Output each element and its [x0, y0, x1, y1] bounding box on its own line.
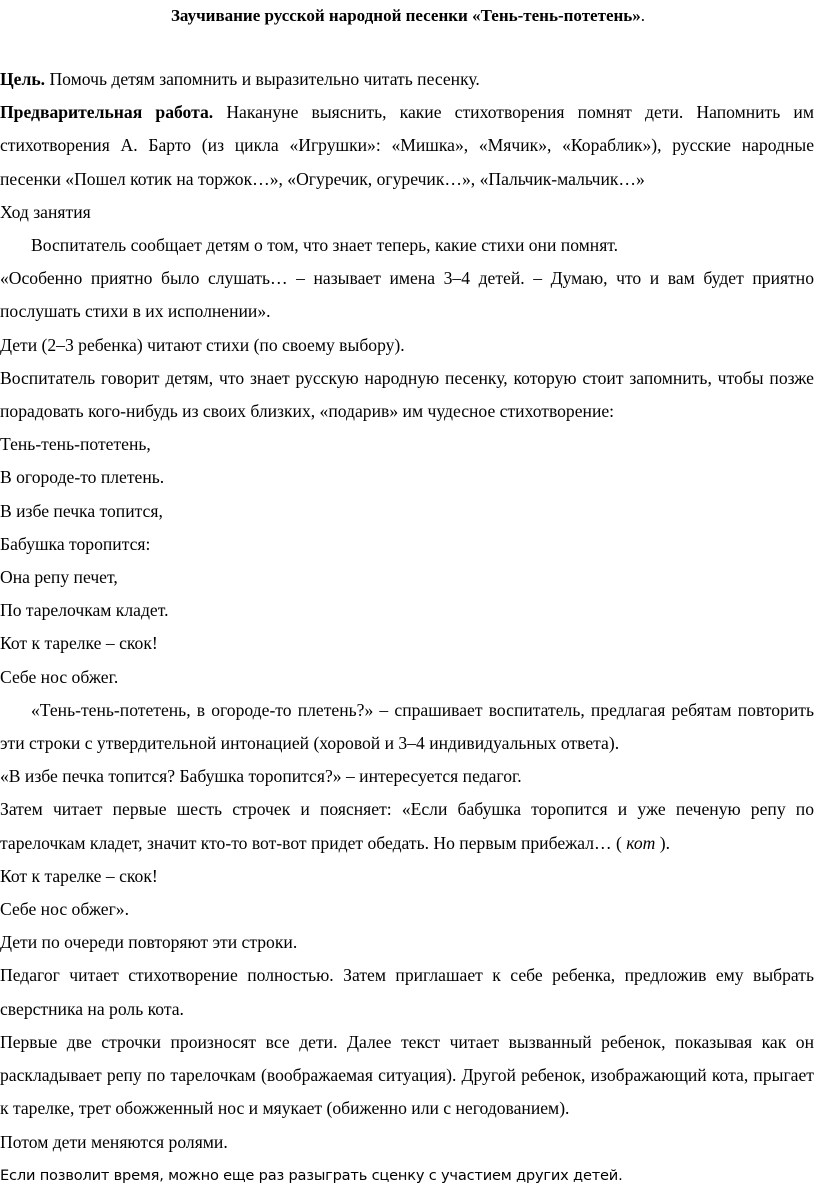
reads-six-text: Затем читает первые шесть строчек и поясняет: «Если бабушка торопится и уже печеную репу по тарелочкам кладет, значит кто-то вот-вот придет обедать. Но первым прибежал… (	[0, 799, 814, 853]
poem-line: Себе нос обжег.	[0, 666, 119, 687]
document-title	[0, 4, 816, 28]
goal-label: Цель.	[0, 69, 46, 89]
children-repeat-paragraph: Дети по очереди повторяют эти строки.	[0, 932, 298, 953]
poem	[0, 428, 814, 694]
title-text: Заучивание русской народной песенки «Тень-тень-потетень»	[170, 6, 641, 25]
reads-full-paragraph: Педагог читает стихотворение полностью. Затем приглашает к себе ребенка, предложив ему выбрать сверстника на роль кота.	[0, 965, 814, 1019]
poem-line: Она репу печет,	[0, 567, 118, 588]
teacher-says-paragraph: Воспитатель говорит детям, что знает русскую народную песенку, которую стоит запомнить, чтобы позже порадовать кого-нибудь из своих близких, «подарив» им чудесное стихотворение:	[0, 367, 814, 422]
poem-line: Кот к тарелке – скок!	[0, 633, 158, 654]
ask-repeat-paragraph: «Тень-тень-потетень, в огороде-то плетень?» – спрашивает воспитатель, предлагая ребятам повторить эти строки с утвердительной интонацией (хоровой и 3–4 индивидуальных ответа).	[0, 699, 814, 754]
children-read-paragraph: Дети (2–3 ребенка) читают стихи (по своему выбору).	[0, 334, 405, 355]
poem-line: В огороде-то плетень.	[0, 467, 165, 488]
teacher-asks-paragraph: «В избе печка топится? Бабушка торопится?» – интересуется педагог.	[0, 766, 522, 787]
reads-six-paragraph	[0, 793, 814, 859]
prework-label: Предварительная работа.	[0, 102, 214, 123]
teacher-intro-paragraph: Воспитатель сообщает детям о том, что знает теперь, какие стихи они помнят.	[31, 235, 619, 256]
roles-paragraph: Первые две строчки произносят все дети. Далее текст читает вызванный ребенок, показывая как он раскладывает репу по тарелочкам (воображаемая ситуация). Другой ребенок, изображающий кота, прыгает к тарелке, трет обожженный нос и мяукает (обиженно или с негодованием).	[0, 1031, 814, 1119]
final-paragraph: Если позволит время, можно еще раз разыграть сценку с участием других детей.	[0, 1166, 623, 1184]
prework-paragraph	[0, 96, 814, 196]
quote-line: Кот к тарелке – скок!	[0, 865, 158, 886]
quote-line: Себе нос обжег».	[0, 899, 129, 920]
title-period: .	[640, 6, 646, 25]
poem-line: Бабушка торопится:	[0, 533, 151, 554]
lesson-heading: Ход занятия	[0, 201, 91, 222]
goal-text: Помочь детям запомнить и выразительно читать песенку.	[45, 69, 480, 89]
reads-six-answer: кот	[626, 832, 656, 853]
quote-paragraph: «Особенно приятно было слушать… – называет имена 3–4 детей. – Думаю, что и вам будет приятно послушать стихи в их исполнении».	[0, 268, 814, 322]
swap-paragraph: Потом дети меняются ролями.	[0, 1131, 228, 1152]
poem-line: Тень-тень-потетень,	[0, 434, 151, 455]
goal-paragraph	[0, 63, 814, 96]
poem-line: В избе печка топится,	[0, 500, 163, 521]
poem-line: По тарелочкам кладет.	[0, 600, 169, 621]
document-body	[0, 63, 814, 1192]
reads-six-close: ).	[655, 832, 670, 853]
prework-text: Накануне выяснить, какие стихотворения помнят дети. Напомнить им стихотворения А. Барто (из цикла «Игрушки»: «Мишка», «Мячик», «Кораблик»), русские народные песенки «Пошел котик на торжок…», «Огуречик, огуречик…», «Пальчик-мальчик…»	[0, 102, 814, 189]
